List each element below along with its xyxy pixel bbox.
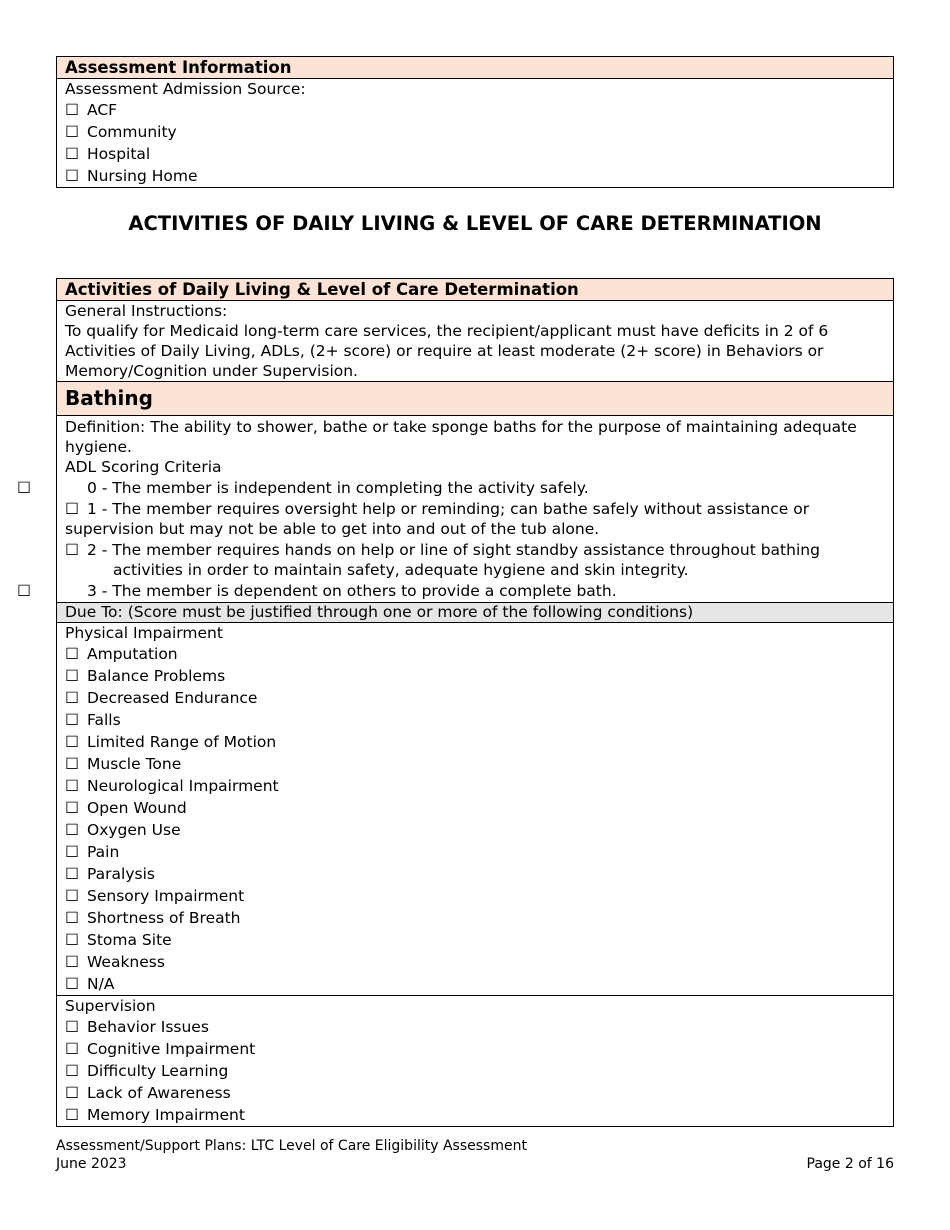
option-lack-of-awareness[interactable]: ☐ Lack of Awareness xyxy=(65,1084,231,1102)
footer-doc-title: Assessment/Support Plans: LTC Level of Care Eligibility Assessment xyxy=(56,1138,527,1154)
option-sensory-impairment[interactable]: ☐ Sensory Impairment xyxy=(65,887,245,905)
checkbox-icon[interactable]: ☐ xyxy=(65,975,79,993)
score-1-option[interactable]: ☐ 1 - The member requires oversight help or reminding; can bathe safely without assistance or supervision but may not be able to get into and out of the tub alone. xyxy=(65,500,810,538)
bathing-title: Bathing xyxy=(57,381,893,416)
supervision-label: Supervision xyxy=(65,997,156,1015)
adl-table xyxy=(17,278,894,1127)
score-0-option[interactable]: ☐ 0 - The member is independent in completing the activity safely. xyxy=(17,479,589,497)
option-acf[interactable]: ☐ ACF xyxy=(65,101,118,119)
checkbox-icon[interactable]: ☐ xyxy=(65,777,79,795)
checkbox-icon[interactable]: ☐ xyxy=(65,541,79,559)
checkbox-icon[interactable]: ☐ xyxy=(65,755,79,773)
option-oxygen-use[interactable]: ☐ Oxygen Use xyxy=(65,821,181,839)
checkbox-icon[interactable]: ☐ xyxy=(65,645,79,663)
checkbox-icon[interactable]: ☐ xyxy=(65,167,79,185)
checkbox-icon[interactable]: ☐ xyxy=(17,582,31,600)
option-stoma-site[interactable]: ☐ Stoma Site xyxy=(65,931,172,949)
admission-source-label: Assessment Admission Source: xyxy=(65,80,306,98)
checkbox-icon[interactable]: ☐ xyxy=(65,1018,79,1036)
checkbox-icon[interactable]: ☐ xyxy=(65,1084,79,1102)
checkbox-icon[interactable]: ☐ xyxy=(65,667,79,685)
option-balance-problems[interactable]: ☐ Balance Problems xyxy=(65,667,226,685)
adl-header: Activities of Daily Living & Level of Care Determination xyxy=(57,279,893,301)
option-difficulty-learning[interactable]: ☐ Difficulty Learning xyxy=(65,1062,229,1080)
checkbox-icon[interactable]: ☐ xyxy=(65,123,79,141)
checkbox-icon[interactable]: ☐ xyxy=(65,711,79,729)
option-decreased-endurance[interactable]: ☐ Decreased Endurance xyxy=(65,689,258,707)
scoring-criteria-label: ADL Scoring Criteria xyxy=(65,458,222,476)
option-n-a[interactable]: ☐ N/A xyxy=(65,975,115,993)
checkbox-icon[interactable]: ☐ xyxy=(65,689,79,707)
option-community[interactable]: ☐ Community xyxy=(65,123,177,141)
option-limited-range-of-motion[interactable]: ☐ Limited Range of Motion xyxy=(65,733,277,751)
option-memory-impairment[interactable]: ☐ Memory Impairment xyxy=(65,1106,245,1124)
score-2-option[interactable]: ☐ 2 - The member requires hands on help or line of sight standby assistance throughout bathing activities in order to maintain safety, adequate hygiene and skin integrity. xyxy=(65,541,820,579)
checkbox-icon[interactable]: ☐ xyxy=(65,101,79,119)
checkbox-icon[interactable]: ☐ xyxy=(65,1062,79,1080)
option-hospital[interactable]: ☐ Hospital xyxy=(65,145,151,163)
option-shortness-of-breath[interactable]: ☐ Shortness of Breath xyxy=(65,909,241,927)
footer-page-number: Page 2 of 16 xyxy=(806,1156,894,1172)
checkbox-icon[interactable]: ☐ xyxy=(65,1106,79,1124)
assessment-info-header: Assessment Information xyxy=(57,57,893,79)
bathing-definition: Definition: The ability to shower, bathe or take sponge baths for the purpose of maintaining adequate hygiene. xyxy=(65,418,857,456)
checkbox-icon[interactable]: ☐ xyxy=(17,479,31,497)
option-pain[interactable]: ☐ Pain xyxy=(65,843,120,861)
option-open-wound[interactable]: ☐ Open Wound xyxy=(65,799,187,817)
checkbox-icon[interactable]: ☐ xyxy=(65,500,79,518)
scoring-options xyxy=(17,478,893,601)
checkbox-icon[interactable]: ☐ xyxy=(65,145,79,163)
checkbox-icon[interactable]: ☐ xyxy=(65,733,79,751)
supervision-section xyxy=(57,995,893,1126)
option-amputation[interactable]: ☐ Amputation xyxy=(65,645,178,663)
checkbox-icon[interactable]: ☐ xyxy=(65,909,79,927)
assessment-info-table xyxy=(56,56,894,188)
due-to-row: Due To: (Score must be justified through one or more of the following conditions) xyxy=(57,602,893,623)
option-behavior-issues[interactable]: ☐ Behavior Issues xyxy=(65,1018,209,1036)
physical-impairment-label: Physical Impairment xyxy=(65,624,223,642)
checkbox-icon[interactable]: ☐ xyxy=(65,1040,79,1058)
admission-source-options xyxy=(57,99,893,187)
option-paralysis[interactable]: ☐ Paralysis xyxy=(65,865,155,883)
checkbox-icon[interactable]: ☐ xyxy=(65,887,79,905)
general-instructions-text: To qualify for Medicaid long-term care services, the recipient/applicant must have deficits in 2 of 6 Activities of Daily Living, ADLs, (2+ score) or require at least moderate (2+ score) in Behaviors or Memory/Cognition under Supervision. xyxy=(65,322,829,380)
option-weakness[interactable]: ☐ Weakness xyxy=(65,953,165,971)
score-3-option[interactable]: ☐ 3 - The member is dependent on others to provide a complete bath. xyxy=(17,582,617,600)
option-falls[interactable]: ☐ Falls xyxy=(65,711,121,729)
general-instructions-label: General Instructions: xyxy=(65,302,228,320)
checkbox-icon[interactable]: ☐ xyxy=(65,865,79,883)
checkbox-icon[interactable]: ☐ xyxy=(65,821,79,839)
option-nursing-home[interactable]: ☐ Nursing Home xyxy=(65,167,198,185)
footer-date: June 2023 xyxy=(56,1156,127,1172)
page-title: ACTIVITIES OF DAILY LIVING & LEVEL OF CARE DETERMINATION xyxy=(128,212,822,235)
physical-impairment-options xyxy=(57,643,893,995)
checkbox-icon[interactable]: ☐ xyxy=(65,931,79,949)
checkbox-icon[interactable]: ☐ xyxy=(65,799,79,817)
checkbox-icon[interactable]: ☐ xyxy=(65,953,79,971)
option-neurological-impairment[interactable]: ☐ Neurological Impairment xyxy=(65,777,279,795)
option-cognitive-impairment[interactable]: ☐ Cognitive Impairment xyxy=(65,1040,256,1058)
checkbox-icon[interactable]: ☐ xyxy=(65,843,79,861)
option-muscle-tone[interactable]: ☐ Muscle Tone xyxy=(65,755,182,773)
